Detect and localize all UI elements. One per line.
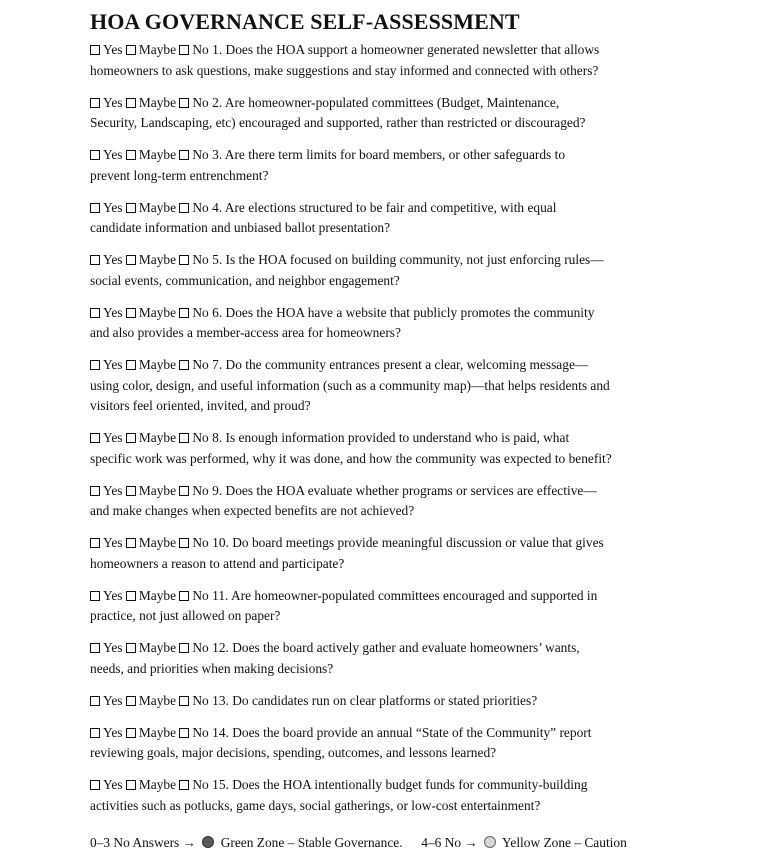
question-text-line: and make changes when expected benefits are not achieved? bbox=[90, 503, 415, 518]
question-item bbox=[90, 691, 690, 712]
maybe-label: Maybe bbox=[138, 42, 177, 57]
no-label: No bbox=[192, 640, 209, 655]
maybe-label: Maybe bbox=[138, 535, 177, 550]
maybe-label: Maybe bbox=[138, 199, 177, 215]
no-label: No bbox=[192, 430, 209, 445]
question-text-line: Are elections structured to be fair and competitive, with equal bbox=[224, 199, 557, 215]
question-text-line: needs, and priorities when making decisions? bbox=[90, 660, 334, 676]
question-text-line: Are there term limits for board members, or other safeguards to bbox=[224, 147, 566, 162]
maybe-checkbox[interactable] bbox=[126, 203, 136, 213]
no-checkbox[interactable] bbox=[179, 308, 189, 318]
question-text-line: social events, communication, and neighbor engagement? bbox=[90, 272, 400, 288]
maybe-label: Maybe bbox=[138, 304, 177, 320]
no-label: No bbox=[192, 777, 209, 792]
assessment-page bbox=[90, 10, 690, 828]
question-item bbox=[90, 723, 690, 764]
green-circle-icon bbox=[202, 836, 214, 848]
question-text-line: practice, not just allowed on paper? bbox=[90, 608, 281, 623]
legend-green-range: 0–3 No Answers → bbox=[90, 835, 197, 850]
question-number: 2. bbox=[212, 94, 223, 110]
question-text-line: Do board meetings provide meaningful discussion or value that gives bbox=[232, 535, 604, 550]
no-checkbox[interactable] bbox=[179, 150, 189, 160]
question-item bbox=[90, 303, 690, 344]
yes-label: Yes bbox=[103, 587, 123, 603]
yes-checkbox[interactable] bbox=[90, 203, 100, 213]
question-text-line: candidate information and unbiased ballot presentation? bbox=[90, 220, 391, 235]
question-text-line: activities such as potlucks, game days, social gatherings, or low-cost entertainment? bbox=[90, 797, 541, 813]
yes-label: Yes bbox=[103, 430, 123, 445]
maybe-checkbox[interactable] bbox=[126, 308, 136, 318]
yes-checkbox[interactable] bbox=[90, 98, 100, 108]
yes-checkbox[interactable] bbox=[90, 591, 100, 601]
yes-label: Yes bbox=[103, 692, 123, 708]
yes-checkbox[interactable] bbox=[90, 780, 100, 790]
no-label: No bbox=[192, 357, 209, 372]
question-text-line: Does the board provide an annual “State of the Community” report bbox=[232, 724, 592, 740]
no-checkbox[interactable] bbox=[179, 98, 189, 108]
maybe-checkbox[interactable] bbox=[126, 591, 136, 601]
question-text-line: using color, design, and useful information (such as a community map)—that helps residents and bbox=[90, 377, 610, 393]
yes-checkbox[interactable] bbox=[90, 696, 100, 706]
question-item bbox=[90, 428, 690, 469]
maybe-label: Maybe bbox=[138, 640, 177, 655]
question-text-line: specific work was performed, why it was done, and how the community was expected to benefit? bbox=[90, 450, 612, 466]
question-number: 5. bbox=[212, 252, 223, 267]
question-item bbox=[90, 481, 690, 522]
no-checkbox[interactable] bbox=[179, 643, 189, 653]
question-number: 8. bbox=[212, 430, 223, 445]
question-number: 7. bbox=[212, 357, 223, 372]
question-number: 6. bbox=[212, 304, 223, 320]
yes-checkbox[interactable] bbox=[90, 538, 100, 548]
no-label: No bbox=[192, 147, 209, 162]
yes-checkbox[interactable] bbox=[90, 360, 100, 370]
maybe-checkbox[interactable] bbox=[126, 45, 136, 55]
no-checkbox[interactable] bbox=[179, 45, 189, 55]
maybe-label: Maybe bbox=[138, 147, 177, 162]
no-checkbox[interactable] bbox=[179, 255, 189, 265]
question-text-line: Security, Landscaping, etc) encouraged and supported, rather than restricted or discouraged? bbox=[90, 115, 586, 130]
question-text-line: Does the HOA have a website that publicly promotes the community bbox=[225, 304, 595, 320]
maybe-checkbox[interactable] bbox=[126, 728, 136, 738]
question-number: 10. bbox=[212, 535, 229, 550]
question-number: 14. bbox=[212, 724, 229, 740]
no-checkbox[interactable] bbox=[179, 696, 189, 706]
question-number: 1. bbox=[212, 42, 223, 57]
no-checkbox[interactable] bbox=[179, 591, 189, 601]
question-number: 4. bbox=[212, 199, 223, 215]
question-text-line: reviewing goals, major decisions, spending, outcomes, and lessons learned? bbox=[90, 745, 497, 760]
question-text-line: prevent long-term entrenchment? bbox=[90, 167, 269, 183]
no-checkbox[interactable] bbox=[179, 728, 189, 738]
no-checkbox[interactable] bbox=[179, 433, 189, 443]
yes-label: Yes bbox=[103, 199, 123, 215]
no-label: No bbox=[192, 199, 209, 215]
question-item bbox=[90, 355, 690, 417]
question-number: 15. bbox=[212, 777, 229, 792]
question-text-line: Does the HOA evaluate whether programs or services are effective— bbox=[225, 482, 597, 498]
maybe-label: Maybe bbox=[138, 357, 177, 372]
maybe-checkbox[interactable] bbox=[126, 150, 136, 160]
no-label: No bbox=[192, 252, 209, 267]
yes-checkbox[interactable] bbox=[90, 486, 100, 496]
legend-green-label: Green Zone – Stable Governance. bbox=[220, 835, 403, 850]
question-text-line: Does the HOA intentionally budget funds for community-building bbox=[232, 777, 588, 792]
yes-checkbox[interactable] bbox=[90, 433, 100, 443]
yes-label: Yes bbox=[103, 777, 123, 792]
question-item bbox=[90, 775, 690, 816]
yes-checkbox[interactable] bbox=[90, 728, 100, 738]
no-label: No bbox=[192, 587, 209, 603]
no-label: No bbox=[192, 535, 209, 550]
question-number: 11. bbox=[212, 587, 229, 603]
yes-label: Yes bbox=[103, 724, 123, 740]
no-checkbox[interactable] bbox=[179, 486, 189, 496]
yes-checkbox[interactable] bbox=[90, 308, 100, 318]
question-text-line: homeowners to ask questions, make suggestions and stay informed and connected with others? bbox=[90, 62, 599, 78]
yes-checkbox[interactable] bbox=[90, 643, 100, 653]
no-label: No bbox=[192, 724, 209, 740]
maybe-label: Maybe bbox=[138, 430, 177, 445]
yes-label: Yes bbox=[103, 535, 123, 550]
yes-label: Yes bbox=[103, 42, 123, 57]
score-legend bbox=[90, 834, 627, 852]
maybe-checkbox[interactable] bbox=[126, 433, 136, 443]
no-label: No bbox=[192, 42, 209, 57]
question-list bbox=[90, 40, 690, 816]
question-item bbox=[90, 40, 690, 81]
question-text-line: Does the board actively gather and evaluate homeowners’ wants, bbox=[232, 640, 580, 655]
maybe-label: Maybe bbox=[138, 482, 177, 498]
question-text-line: Do candidates run on clear platforms or stated priorities? bbox=[232, 692, 538, 708]
yes-checkbox[interactable] bbox=[90, 150, 100, 160]
no-label: No bbox=[192, 482, 209, 498]
no-checkbox[interactable] bbox=[179, 203, 189, 213]
yes-checkbox[interactable] bbox=[90, 255, 100, 265]
question-item bbox=[90, 586, 690, 627]
question-item bbox=[90, 638, 690, 679]
question-item bbox=[90, 93, 690, 134]
no-label: No bbox=[192, 692, 209, 708]
yes-label: Yes bbox=[103, 94, 123, 110]
question-text-line: Is the HOA focused on building community, not just enforcing rules— bbox=[225, 252, 604, 267]
no-label: No bbox=[192, 304, 209, 320]
maybe-checkbox[interactable] bbox=[126, 360, 136, 370]
question-text-line: Are homeowner-populated committees (Budget, Maintenance, bbox=[224, 94, 560, 110]
no-checkbox[interactable] bbox=[179, 780, 189, 790]
maybe-checkbox[interactable] bbox=[126, 780, 136, 790]
maybe-label: Maybe bbox=[138, 692, 177, 708]
yes-label: Yes bbox=[103, 252, 123, 267]
page-title: HOA GOVERNANCE SELF-ASSESSMENT bbox=[90, 9, 520, 34]
maybe-checkbox[interactable] bbox=[126, 538, 136, 548]
question-text-line: Are homeowner-populated committees encouraged and supported in bbox=[230, 587, 598, 603]
question-text-line: visitors feel oriented, invited, and proud? bbox=[90, 398, 311, 413]
maybe-checkbox[interactable] bbox=[126, 98, 136, 108]
yes-checkbox[interactable] bbox=[90, 45, 100, 55]
yes-label: Yes bbox=[103, 304, 123, 320]
yes-label: Yes bbox=[103, 147, 123, 162]
maybe-label: Maybe bbox=[138, 724, 177, 740]
no-label: No bbox=[192, 94, 209, 110]
question-item bbox=[90, 198, 690, 239]
question-number: 12. bbox=[212, 640, 229, 655]
no-checkbox[interactable] bbox=[179, 360, 189, 370]
question-text-line: homeowners a reason to attend and participate? bbox=[90, 555, 345, 571]
question-number: 9. bbox=[212, 482, 223, 498]
yes-label: Yes bbox=[103, 640, 123, 655]
question-text-line: Is enough information provided to understand who is paid, what bbox=[225, 430, 570, 445]
maybe-checkbox[interactable] bbox=[126, 643, 136, 653]
question-text-line: Does the HOA support a homeowner generated newsletter that allows bbox=[225, 42, 600, 57]
maybe-label: Maybe bbox=[138, 252, 177, 267]
question-text-line: Do the community entrances present a clear, welcoming message— bbox=[225, 357, 589, 372]
question-item bbox=[90, 250, 690, 291]
maybe-label: Maybe bbox=[138, 94, 177, 110]
legend-yellow-range: 4–6 No → bbox=[421, 835, 478, 850]
legend-yellow-label: Yellow Zone – Caution bbox=[502, 835, 627, 850]
no-checkbox[interactable] bbox=[179, 538, 189, 548]
maybe-checkbox[interactable] bbox=[126, 486, 136, 496]
yes-label: Yes bbox=[103, 482, 123, 498]
question-item bbox=[90, 145, 690, 186]
question-text-line: and also provides a member-access area for homeowners? bbox=[90, 325, 401, 340]
yes-label: Yes bbox=[103, 357, 123, 372]
yellow-circle-icon bbox=[484, 836, 496, 848]
question-item bbox=[90, 533, 690, 574]
question-number: 3. bbox=[212, 147, 223, 162]
question-number: 13. bbox=[212, 692, 229, 708]
maybe-label: Maybe bbox=[138, 777, 177, 792]
maybe-checkbox[interactable] bbox=[126, 255, 136, 265]
maybe-checkbox[interactable] bbox=[126, 696, 136, 706]
maybe-label: Maybe bbox=[138, 587, 177, 603]
